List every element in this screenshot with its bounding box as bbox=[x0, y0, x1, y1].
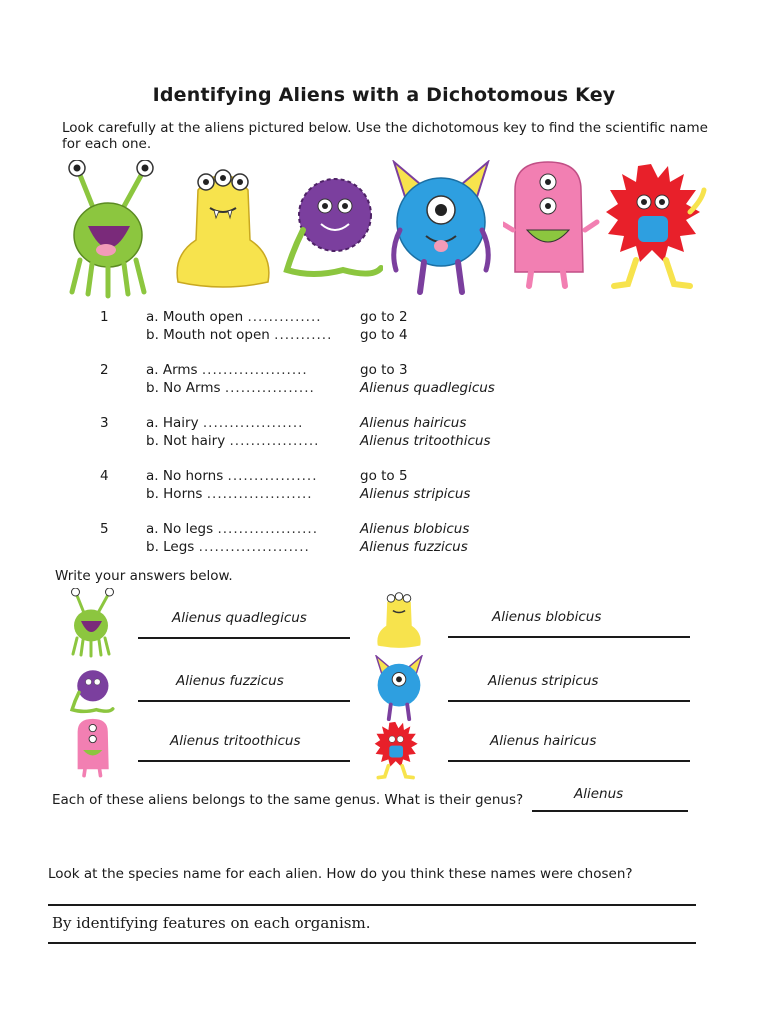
red-alien-thumbnail bbox=[372, 720, 424, 784]
key-option bbox=[146, 433, 606, 451]
leader-dots: .............. bbox=[247, 309, 322, 325]
option-result: go to 2 bbox=[360, 309, 408, 325]
leader-dots: .................... bbox=[206, 486, 313, 502]
key-option bbox=[146, 309, 606, 327]
step-number: 4 bbox=[100, 468, 109, 484]
key-step bbox=[100, 309, 620, 349]
answer-line-bottom bbox=[48, 942, 696, 944]
option-result: Alienus tritoothicus bbox=[360, 433, 491, 449]
answer-line[interactable] bbox=[138, 637, 350, 639]
green-alien-thumbnail bbox=[66, 588, 116, 658]
leader-dots: ................. bbox=[229, 433, 320, 449]
option-label: b. No Arms bbox=[146, 380, 221, 396]
key-step bbox=[100, 415, 620, 455]
step-number: 2 bbox=[100, 362, 109, 378]
answers-heading: Write your answers below. bbox=[55, 568, 233, 584]
key-option bbox=[146, 380, 606, 398]
option-result: go to 5 bbox=[360, 468, 408, 484]
leader-dots: .................... bbox=[201, 362, 308, 378]
answer-text: Alienus blobicus bbox=[492, 609, 602, 625]
instructions-text: Look carefully at the aliens pictured below. Use the dichotomous key to find the scientific name for each one. bbox=[62, 120, 708, 152]
key-option bbox=[146, 327, 606, 345]
answer-text: Alienus hairicus bbox=[490, 733, 597, 749]
option-label: b. Horns bbox=[146, 486, 203, 502]
option-result: Alienus quadlegicus bbox=[360, 380, 495, 396]
option-label: a. No legs bbox=[146, 521, 214, 537]
leader-dots: ................... bbox=[217, 521, 319, 537]
blue-alien-thumbnail bbox=[372, 655, 426, 723]
answer-line[interactable] bbox=[448, 636, 690, 638]
genus-question: Each of these aliens belongs to the same genus. What is their genus? bbox=[52, 792, 524, 808]
option-result: Alienus hairicus bbox=[360, 415, 467, 431]
option-label: b. Not hairy bbox=[146, 433, 226, 449]
pink-alien-image bbox=[503, 160, 603, 300]
option-result: Alienus blobicus bbox=[360, 521, 470, 537]
option-result: go to 4 bbox=[360, 327, 408, 343]
answer-line[interactable] bbox=[448, 760, 690, 762]
option-label: a. Hairy bbox=[146, 415, 199, 431]
worksheet-title: Identifying Aliens with a Dichotomous Key bbox=[152, 84, 616, 106]
red-alien-image bbox=[606, 160, 708, 300]
answer-text: Alienus fuzzicus bbox=[176, 673, 284, 689]
genus-answer: Alienus bbox=[574, 786, 624, 802]
green-alien-image bbox=[58, 160, 158, 300]
leader-dots: ................. bbox=[227, 468, 318, 484]
species-question: Look at the species name for each alien. How do you think these names were chosen? bbox=[48, 866, 633, 882]
option-result: Alienus fuzzicus bbox=[360, 539, 468, 555]
answer-line[interactable] bbox=[138, 760, 350, 762]
key-option bbox=[146, 539, 606, 557]
purple-alien-thumbnail bbox=[66, 662, 118, 714]
yellow-alien-thumbnail bbox=[372, 588, 426, 654]
key-option bbox=[146, 486, 606, 504]
answer-line[interactable] bbox=[448, 700, 690, 702]
option-result: Alienus stripicus bbox=[360, 486, 471, 502]
answer-text: Alienus quadlegicus bbox=[172, 610, 307, 626]
step-number: 5 bbox=[100, 521, 109, 537]
species-answer[interactable]: By identifying features on each organism. bbox=[52, 914, 371, 932]
leader-dots: ................... bbox=[202, 415, 304, 431]
leader-dots: ..................... bbox=[198, 539, 310, 555]
key-step bbox=[100, 521, 620, 561]
genus-answer-line[interactable] bbox=[532, 810, 688, 812]
leader-dots: ........... bbox=[274, 327, 333, 343]
option-label: a. Arms bbox=[146, 362, 198, 378]
option-label: a. Mouth open bbox=[146, 309, 244, 325]
key-option bbox=[146, 362, 606, 380]
step-number: 3 bbox=[100, 415, 109, 431]
answer-line-top bbox=[48, 904, 696, 906]
answer-text: Alienus tritoothicus bbox=[170, 733, 301, 749]
option-label: a. No horns bbox=[146, 468, 224, 484]
key-step bbox=[100, 468, 620, 508]
leader-dots: ................. bbox=[224, 380, 315, 396]
key-option bbox=[146, 415, 606, 433]
blue-alien-image bbox=[386, 160, 496, 300]
step-number: 1 bbox=[100, 309, 109, 325]
option-label: b. Mouth not open bbox=[146, 327, 270, 343]
answer-text: Alienus stripicus bbox=[488, 673, 599, 689]
key-option bbox=[146, 468, 606, 486]
alien-lineup bbox=[58, 160, 708, 300]
answer-line[interactable] bbox=[138, 700, 350, 702]
key-option bbox=[146, 521, 606, 539]
yellow-alien-image bbox=[168, 160, 278, 300]
purple-alien-image bbox=[283, 160, 383, 300]
pink-alien-thumbnail bbox=[70, 718, 120, 782]
option-result: go to 3 bbox=[360, 362, 408, 378]
option-label: b. Legs bbox=[146, 539, 195, 555]
key-step bbox=[100, 362, 620, 402]
